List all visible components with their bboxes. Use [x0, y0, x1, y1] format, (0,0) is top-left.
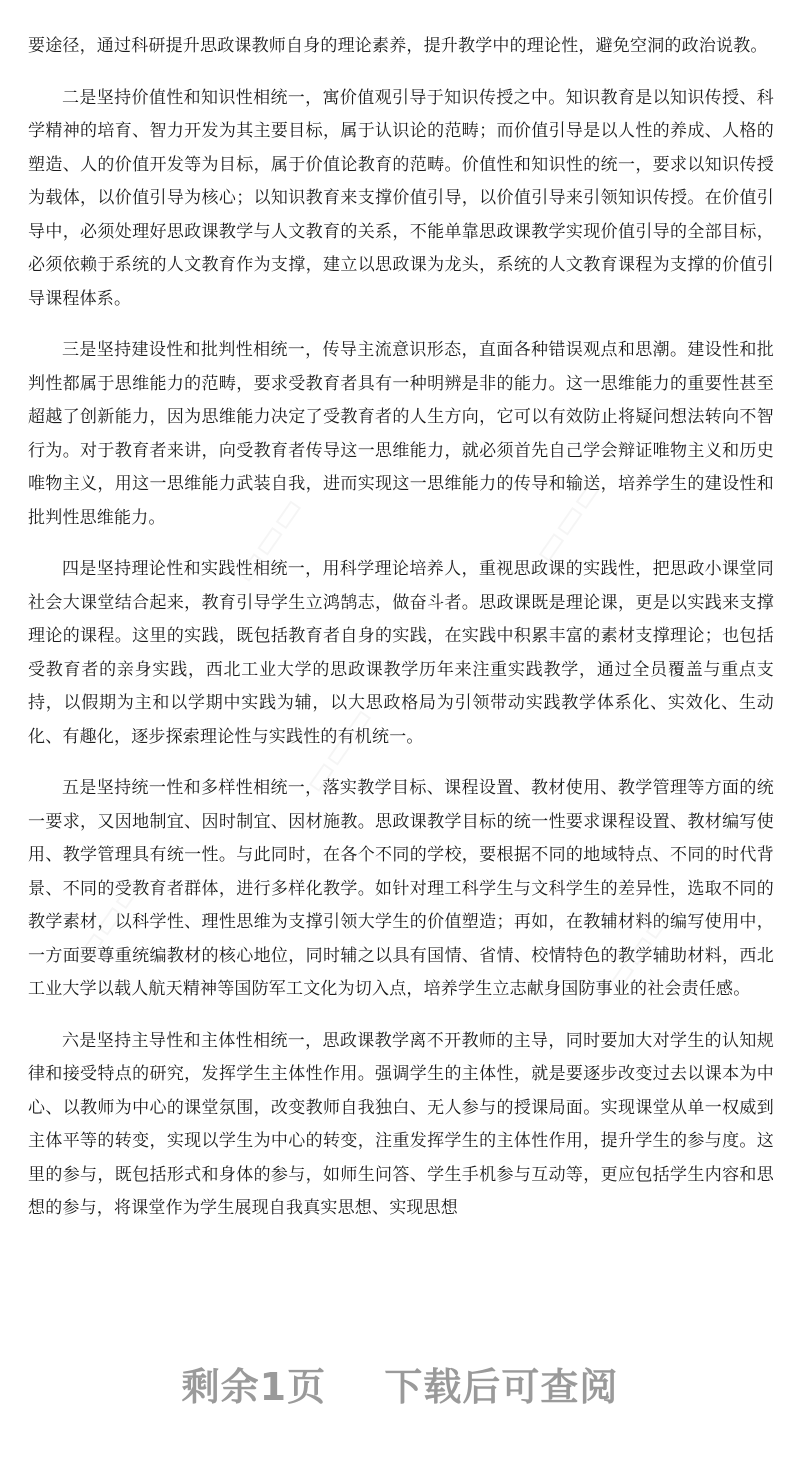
watermark-mark: ▭▭▭: [524, 469, 613, 571]
paragraph-6: 六是坚持主导性和主体性相统一，思政课教学离不开教师的主导，同时要加大对学生的认知规律和接受特点的研究，发挥学生主体性作用。强调学生的主体性，就是要逐步改变过去以课本为中心、以教师为中心的课堂氛围，改变教师自我独白、无人参与的授课局面。实现课堂从单一权威到主体平等的转变，实现以学生为中心的转变，注重发挥学生的主体性作用，提升学生的参与度。这里的参与，既包括形式和身体的参与，如师生问答、学生手机参与互动等，更应包括学生内容和思想的参与，将课堂作为学生展现自我真实思想、实现思想: [28, 1030, 774, 1218]
watermark-mark: ▭▭▭: [224, 489, 313, 591]
paragraph-continuation: 要途径，通过科研提升思政课教师自身的理论素养，提升教学中的理论性，避免空洞的政治说教。: [28, 36, 768, 56]
download-to-view-label: 下载后可查阅: [384, 1365, 619, 1409]
download-prompt-banner[interactable]: [0, 1356, 800, 1411]
watermark-mark: ▭▭▭: [294, 699, 383, 801]
paragraph-4: 四是坚持理论性和实践性相统一，用科学理论培养人，重视思政课的实践性，把思政小课堂同社会大课堂结合起来，教育引导学生立鸿鹄志，做奋斗者。思政课既是理论课，更是以实践来支撑理论的课程。这里的实践，既包括教育者自身的实践，在实践中积累丰富的素材支撑理论；也包括受教育者的亲身实践，西北工业大学的思政课教学历年来注重实践教学，通过全员覆盖与重点支持，以假期为主和以学期中实践为辅，以大思政格局为引领带动实践教学体系化、实效化、生动化、有趣化，逐步探索理论性与实践性的有机统一。: [28, 559, 774, 747]
paragraph-5: 五是坚持统一性和多样性相统一，落实教学目标、课程设置、教材使用、教学管理等方面的统一要求，又因地制宜、因时制宜、因材施教。思政课教学目标的统一性要求课程设置、教材编写使用、教学管理具有统一性。与此同时，在各个不同的学校，要根据不同的地域特点、不同的时代背景、不同的受教育者群体，进行多样化教学。如针对理工科学生与文科学生的差异性，选取不同的教学素材，以科学性、理性思维为支撑引领大学生的价值塑造；再如，在教辅材料的编写使用中，一方面要尊重统编教材的核心地位，同时辅之以具有国情、省情、校情特色的教学辅助材料，西北工业大学以载人航天精神等国防军工文化为切入点，培养学生立志献身国防事业的社会责任感。: [28, 778, 774, 999]
watermark-mark: ▭▭▭: [64, 869, 153, 971]
paragraph-2: 二是坚持价值性和知识性相统一，寓价值观引导于知识传授之中。知识教育是以知识传授、科学精神的培育、智力开发为其主要目标，属于认识论的范畴；而价值引导是以人性的养成、人格的塑造、人的价值开发等为目标，属于价值论教育的范畴。价值性和知识性的统一，要求以知识传授为载体，以价值引导为核心；以知识教育来支撑价值引导，以价值引导来引领知识传授。在价值引导中，必须处理好思政课教学与人文教育的关系，不能单靠思政课教学实现价值引导的全部目标，必须依赖于系统的人文教育作为支撑，建立以思政课为龙头，系统的人文教育课程为支撑的价值引导课程体系。: [28, 87, 774, 309]
watermark-mark: ▭▭▭: [594, 899, 683, 1001]
paragraph-3: 三是坚持建设性和批判性相统一，传导主流意识形态，直面各种错误观点和思潮。建设性和批判性都属于思维能力的范畴，要求受教育者具有一种明辨是非的能力。这一思维能力的重要性甚至超越了创新能力，因为思维能力决定了受教育者的人生方向，它可以有效防止将疑问想法转向不智行为。对于教育者来讲，向受教育者传导这一思维能力，就必须首先自己学会辩证唯物主义和历史唯物主义，用这一思维能力武装自我，进而实现这一思维能力的传导和输送，培养学生的建设性和批判性思维能力。: [28, 340, 774, 528]
document-body: [28, 30, 774, 1244]
remaining-pages-label: 剩余1页: [181, 1365, 327, 1409]
